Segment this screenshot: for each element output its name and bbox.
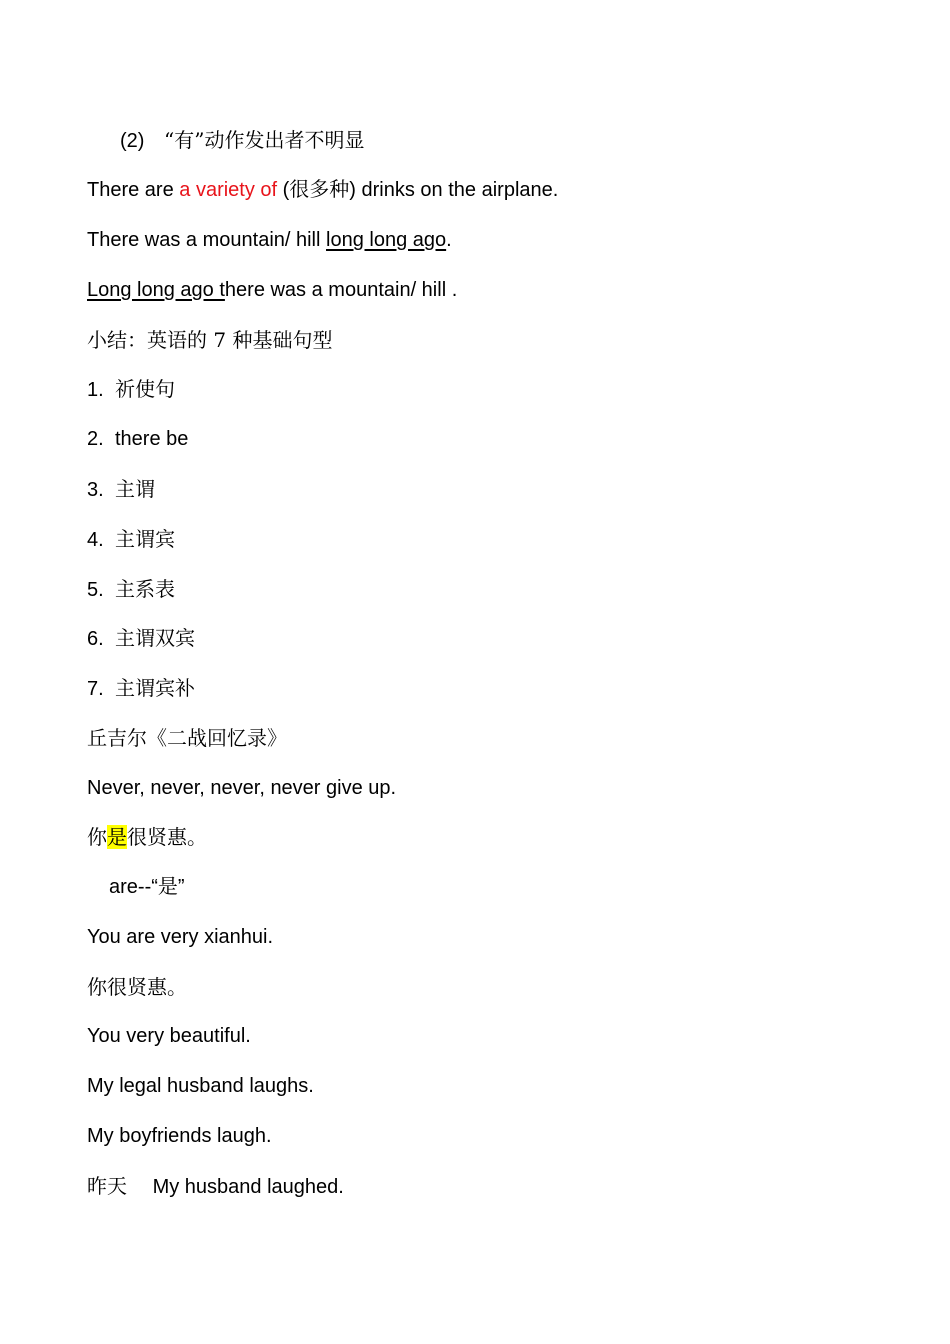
- example1-after: (很多种) drinks on the airplane.: [277, 179, 559, 201]
- last-line-text: My husband laughed.: [152, 1176, 344, 1198]
- example2-before: There was a mountain/ hill: [87, 229, 327, 251]
- list-item: [87, 425, 188, 453]
- list-item: [87, 575, 175, 604]
- list-item: [87, 624, 195, 653]
- chinese-sentence-2: 你很贤惠。: [87, 975, 187, 999]
- summary-title: 小结：英语的 7 种基础句型: [87, 328, 333, 352]
- example2-underlined: long long ago: [326, 229, 447, 251]
- list-item: [87, 525, 175, 554]
- example3-after: here was a mountain/ hill .: [224, 279, 458, 301]
- english-sentence-2: You very beautiful.: [87, 1025, 251, 1047]
- translation-note: are--“是”: [109, 876, 185, 898]
- list-item-number: 4.: [87, 529, 104, 551]
- example-sentence-3: [87, 276, 457, 304]
- example-sentence-2: [87, 226, 452, 254]
- list-item-text: 主系表: [115, 577, 175, 601]
- section-number: (2): [120, 130, 145, 152]
- list-item-text: there be: [115, 428, 189, 450]
- list-item-number: 5.: [87, 579, 104, 601]
- example-sentence-1: [87, 176, 558, 204]
- quote-source: 丘吉尔《二战回忆录》: [87, 726, 287, 750]
- english-sentence-4: My boyfriends laugh.: [87, 1125, 272, 1147]
- list-item-number: 3.: [87, 479, 104, 501]
- example3-underlined: Long long ago t: [87, 279, 225, 301]
- cn1-before: 你: [87, 825, 107, 849]
- list-item-text: 主谓双宾: [115, 626, 195, 650]
- section-heading-text: “有”动作发出者不明显: [164, 128, 365, 152]
- list-item-text: 主谓宾补: [115, 676, 195, 700]
- list-item: [87, 475, 155, 504]
- list-item-text: 主谓宾: [115, 527, 175, 551]
- chinese-sentence-1: [87, 823, 207, 851]
- list-item: [87, 375, 175, 404]
- example1-highlight: a variety of: [179, 179, 278, 201]
- english-sentence-1: You are very xianhui.: [87, 926, 274, 948]
- section-heading: [120, 126, 364, 155]
- list-item-number: 2.: [87, 428, 104, 450]
- list-item: [87, 674, 195, 703]
- list-item-number: 7.: [87, 678, 104, 700]
- example2-after: .: [446, 229, 452, 251]
- time-label: 昨天: [87, 1174, 127, 1198]
- example1-before: There are: [87, 179, 180, 201]
- cn1-after: 很贤惠。: [127, 825, 207, 849]
- list-item-text: 祈使句: [115, 377, 175, 401]
- quote-text: Never, never, never, never give up.: [87, 777, 397, 799]
- cn1-highlight: 是: [107, 825, 127, 849]
- english-sentence-3: My legal husband laughs.: [87, 1075, 314, 1097]
- last-line: [87, 1172, 344, 1201]
- list-item-number: 6.: [87, 628, 104, 650]
- list-item-text: 主谓: [115, 477, 155, 501]
- list-item-number: 1.: [87, 379, 104, 401]
